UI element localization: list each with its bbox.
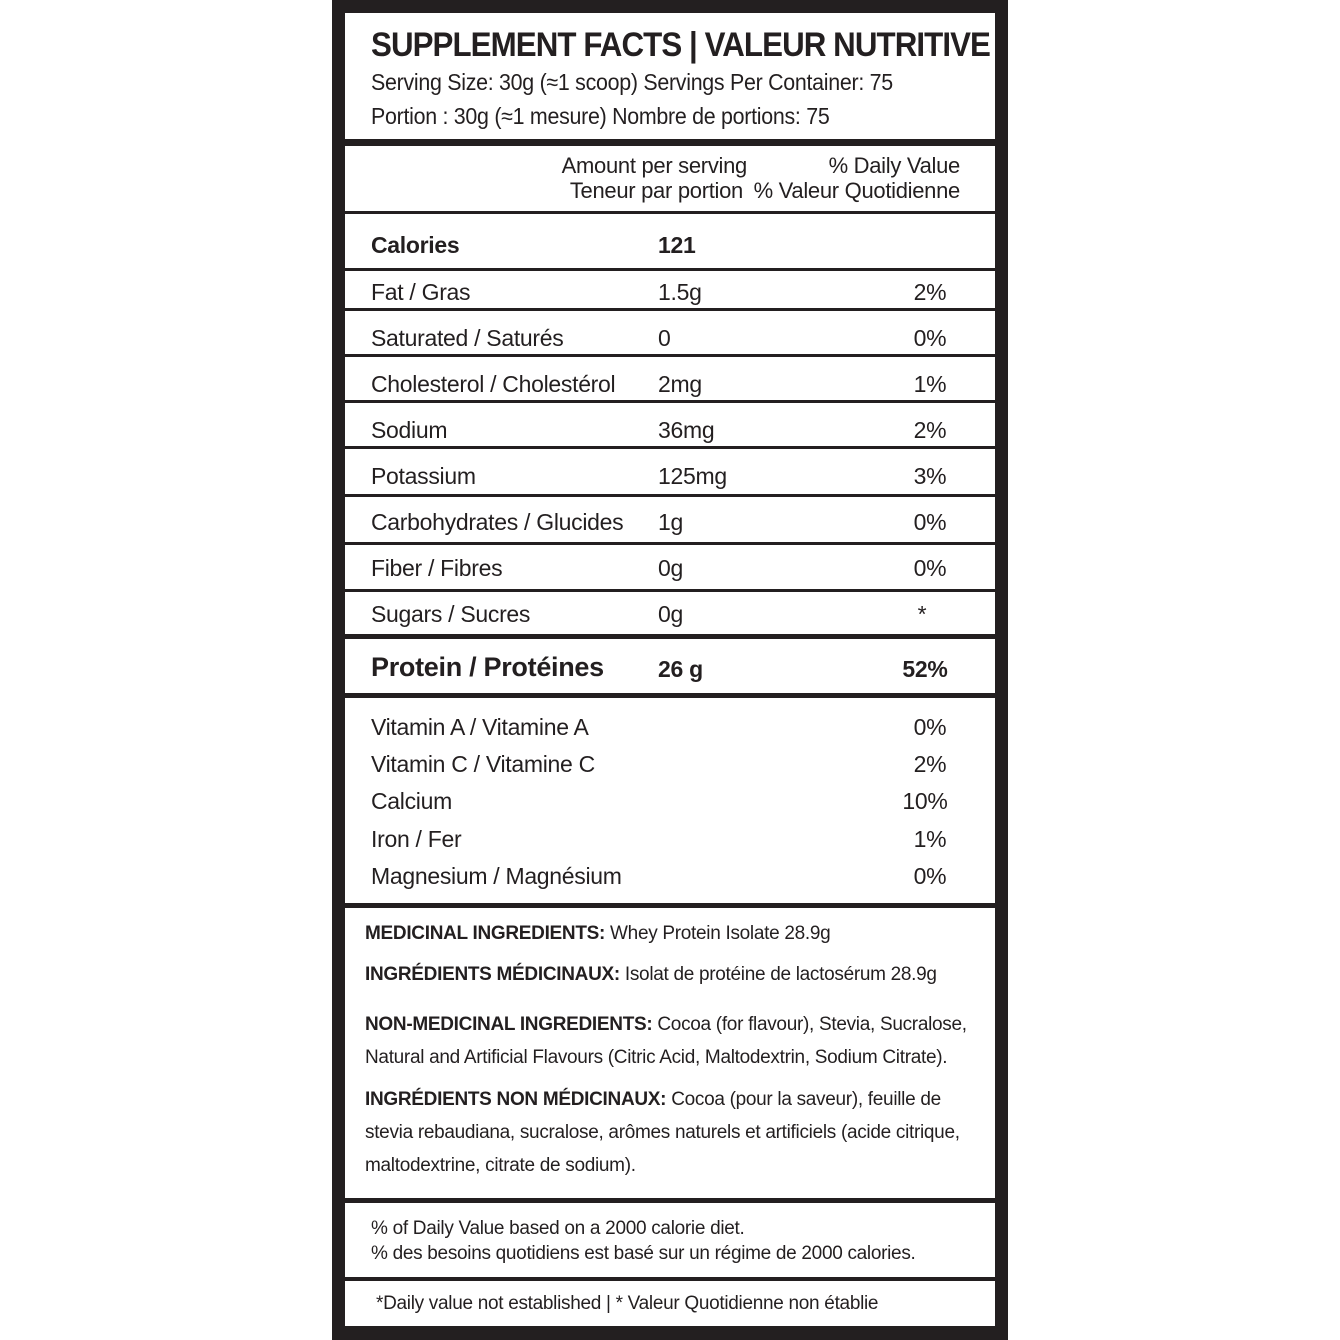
vitamin-daily-value: 0% xyxy=(913,863,947,889)
label-title: SUPPLEMENT FACTS | VALEUR NUTRITIVE xyxy=(371,26,990,64)
amount-per-serving-fr: Teneur par portion xyxy=(569,178,743,203)
column-header xyxy=(345,146,995,211)
nutrient-name: Protein / Protéines xyxy=(371,652,604,682)
nutrient-daily-value: 0% xyxy=(913,325,947,351)
serving-size-fr: Portion : 30g (≈1 mesure) Nombre de portions: 75 xyxy=(371,103,830,129)
ingredients-text: Cocoa (for flavour), Stevia, Sucralose, Natural and Artificial Flavours (Citric Acid, Maltodextrin, Sodium Citrate). xyxy=(365,1014,967,1068)
nutrient-daily-value: 3% xyxy=(913,463,947,489)
nutrient-amount: 1g xyxy=(658,509,683,535)
nutrient-amount: 125mg xyxy=(658,463,727,489)
nutrient-daily-value: 0% xyxy=(913,509,947,535)
ingredients-heading: NON-MEDICINAL INGREDIENTS: xyxy=(365,1014,653,1035)
nutrient-row xyxy=(345,311,995,354)
vitamins-section xyxy=(345,698,995,903)
not-established-footnote xyxy=(345,1281,995,1326)
footnote-fr: % des besoins quotidiens est basé sur un régime de 2000 calories. xyxy=(371,1243,916,1264)
nutrient-row xyxy=(345,497,995,542)
nutrient-name: Sugars / Sucres xyxy=(371,601,531,627)
nutrient-row xyxy=(345,403,995,446)
nutrient-amount: 0 xyxy=(658,325,671,351)
nutrient-daily-value: 52% xyxy=(902,656,948,682)
medicinal-ingredients-en xyxy=(365,917,830,950)
nutrient-daily-value: 2% xyxy=(913,417,947,443)
ingredients-text: Isolat de protéine de lactosérum 28.9g xyxy=(624,964,937,985)
non-medicinal-ingredients-fr xyxy=(365,1083,975,1182)
nutrient-row xyxy=(345,545,995,589)
nutrient-amount: 1.5g xyxy=(658,279,702,305)
vitamin-name: Calcium xyxy=(371,788,452,814)
nutrient-name: Calories xyxy=(371,232,460,258)
ingredients-text: Whey Protein Isolate 28.9g xyxy=(610,923,831,944)
title-section xyxy=(345,13,995,139)
nutrient-daily-value: 1% xyxy=(913,371,947,397)
vitamin-name: Iron / Fer xyxy=(371,826,462,852)
vitamin-daily-value: 10% xyxy=(902,788,948,814)
ingredients-heading: MEDICINAL INGREDIENTS: xyxy=(365,923,606,944)
vitamin-name: Magnesium / Magnésium xyxy=(371,863,622,889)
nutrient-amount: 121 xyxy=(658,232,696,258)
nutrient-amount: 0g xyxy=(658,601,683,627)
non-medicinal-ingredients-en xyxy=(365,1008,990,1074)
vitamin-daily-value: 1% xyxy=(913,826,947,852)
ingredients-section xyxy=(345,908,995,1198)
footnote-en: % of Daily Value based on a 2000 calorie diet. xyxy=(371,1218,745,1239)
nutrient-daily-value: 0% xyxy=(913,555,947,581)
nutrient-amount: 2mg xyxy=(658,371,702,397)
nutrient-name: Saturated / Saturés xyxy=(371,325,564,351)
nutrient-name: Fiber / Fibres xyxy=(371,555,503,581)
vitamin-daily-value: 2% xyxy=(913,751,947,777)
vitamin-name: Vitamin C / Vitamine C xyxy=(371,751,595,777)
daily-value-footnote xyxy=(345,1203,995,1277)
nutrient-name: Sodium xyxy=(371,417,448,443)
nutrient-row xyxy=(345,357,995,400)
nutrient-row xyxy=(345,214,995,268)
nutrient-name: Potassium xyxy=(371,463,476,489)
ingredients-heading: INGRÉDIENTS NON MÉDICINAUX: xyxy=(365,1089,667,1110)
daily-value-fr: % Valeur Quotidienne xyxy=(753,178,960,203)
nutrient-row xyxy=(345,449,995,494)
nutrient-amount: 26 g xyxy=(658,656,703,682)
medicinal-ingredients-fr xyxy=(365,958,937,991)
serving-size-en: Serving Size: 30g (≈1 scoop) Servings Per Container: 75 xyxy=(371,69,893,95)
nutrient-name: Cholesterol / Cholestérol xyxy=(371,371,616,397)
nutrient-amount: 36mg xyxy=(658,417,715,443)
vitamin-name: Vitamin A / Vitamine A xyxy=(371,714,589,740)
daily-value-en: % Daily Value xyxy=(828,153,960,178)
nutrient-daily-value: 2% xyxy=(913,279,947,305)
footnote-star: *Daily value not established | * Valeur Quotidienne non établie xyxy=(376,1293,879,1314)
nutrient-daily-value: * xyxy=(917,601,927,627)
nutrient-amount: 0g xyxy=(658,555,683,581)
protein-row xyxy=(345,639,995,693)
nutrient-name: Carbohydrates / Glucides xyxy=(371,509,624,535)
nutrient-row xyxy=(345,592,995,634)
ingredients-heading: INGRÉDIENTS MÉDICINAUX: xyxy=(365,964,620,985)
nutrient-name: Fat / Gras xyxy=(371,279,471,305)
vitamin-daily-value: 0% xyxy=(913,714,947,740)
nutrient-row xyxy=(345,271,995,308)
ingredients-text: Cocoa (pour la saveur), feuille de stevia rebaudiana, sucralose, arômes naturels et artificiels (acide citrique, maltodextrine, citrate de sodium). xyxy=(365,1089,960,1176)
amount-per-serving-en: Amount per serving xyxy=(561,153,747,178)
